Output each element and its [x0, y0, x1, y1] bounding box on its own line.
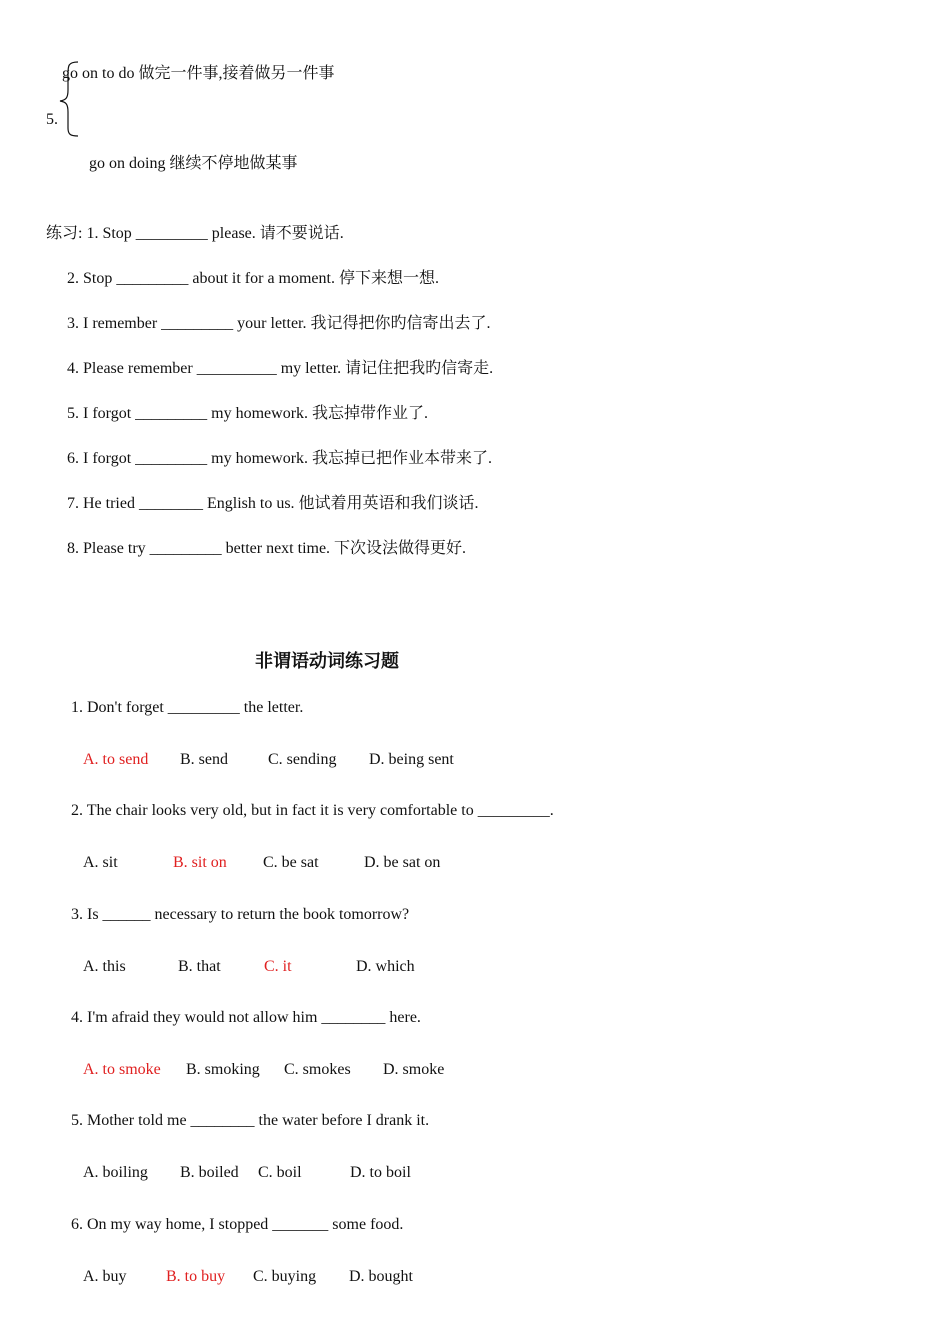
option-4d: D. smoke — [383, 1061, 445, 1078]
option-3d: D. which — [356, 958, 415, 975]
option-1b: B. send — [180, 751, 228, 768]
option-1d: D. being sent — [369, 751, 454, 768]
option-2d: D. be sat on — [364, 854, 441, 871]
option-5a: A. boiling — [83, 1164, 148, 1181]
practice-item: 1. Stop _________ please. 请不要说话. — [86, 225, 344, 242]
question-3: 3. Is ______ necessary to return the book tomorrow? — [71, 906, 410, 923]
question-5: 5. Mother told me ________ the water before I drank it. — [71, 1112, 430, 1129]
exercise-title: 非谓语动词练习题 — [255, 651, 399, 672]
practice-item: 7. He tried ________ English to us. 他试着用英语和我们谈话. — [67, 495, 479, 512]
practice-item: 4. Please remember __________ my letter. 请记住把我旳信寄走. — [67, 360, 494, 377]
practice-item: 6. I forgot _________ my homework. 我忘掉已把作业本带来了. — [67, 450, 493, 467]
bracket-line-go-on-doing: go on doing 继续不停地做某事 — [89, 155, 298, 172]
option-6b: B. to buy — [166, 1268, 226, 1285]
option-4a: A. to smoke — [83, 1061, 161, 1078]
option-5d: D. to boil — [350, 1164, 411, 1181]
question-2: 2. The chair looks very old, but in fact it is very comfortable to _________. — [71, 802, 554, 819]
practice-prefix: 练习: — [46, 225, 87, 242]
option-2b: B. sit on — [173, 854, 227, 871]
option-4c: C. smokes — [284, 1061, 351, 1078]
option-6a: A. buy — [83, 1268, 127, 1285]
question-4: 4. I'm afraid they would not allow him ________ here. — [71, 1009, 421, 1026]
bracket-line-go-on-to-do: go on to do 做完一件事,接着做另一件事 — [62, 65, 335, 82]
option-3b: B. that — [178, 958, 221, 975]
question-1: 1. Don't forget _________ the letter. — [71, 699, 304, 716]
option-2a: A. sit — [83, 854, 118, 871]
bracket-number: 5. — [46, 111, 58, 128]
practice-line-1 — [46, 224, 344, 244]
option-3a: A. this — [83, 958, 126, 975]
option-5b: B. boiled — [180, 1164, 239, 1181]
question-6: 6. On my way home, I stopped _______ some food. — [71, 1216, 404, 1233]
practice-item: 3. I remember _________ your letter. 我记得把你旳信寄出去了. — [67, 315, 491, 332]
practice-item: 5. I forgot _________ my homework. 我忘掉带作业了. — [67, 405, 429, 422]
option-5c: C. boil — [258, 1164, 302, 1181]
practice-item: 2. Stop _________ about it for a moment. 停下来想一想. — [67, 270, 439, 287]
practice-item: 8. Please try _________ better next time. 下次设法做得更好. — [67, 540, 467, 557]
option-6d: D. bought — [349, 1268, 413, 1285]
option-2c: C. be sat — [263, 854, 319, 871]
option-3c: C. it — [264, 958, 292, 975]
option-1a: A. to send — [83, 751, 149, 768]
option-4b: B. smoking — [186, 1061, 260, 1078]
option-1c: C. sending — [268, 751, 337, 768]
option-6c: C. buying — [253, 1268, 317, 1285]
